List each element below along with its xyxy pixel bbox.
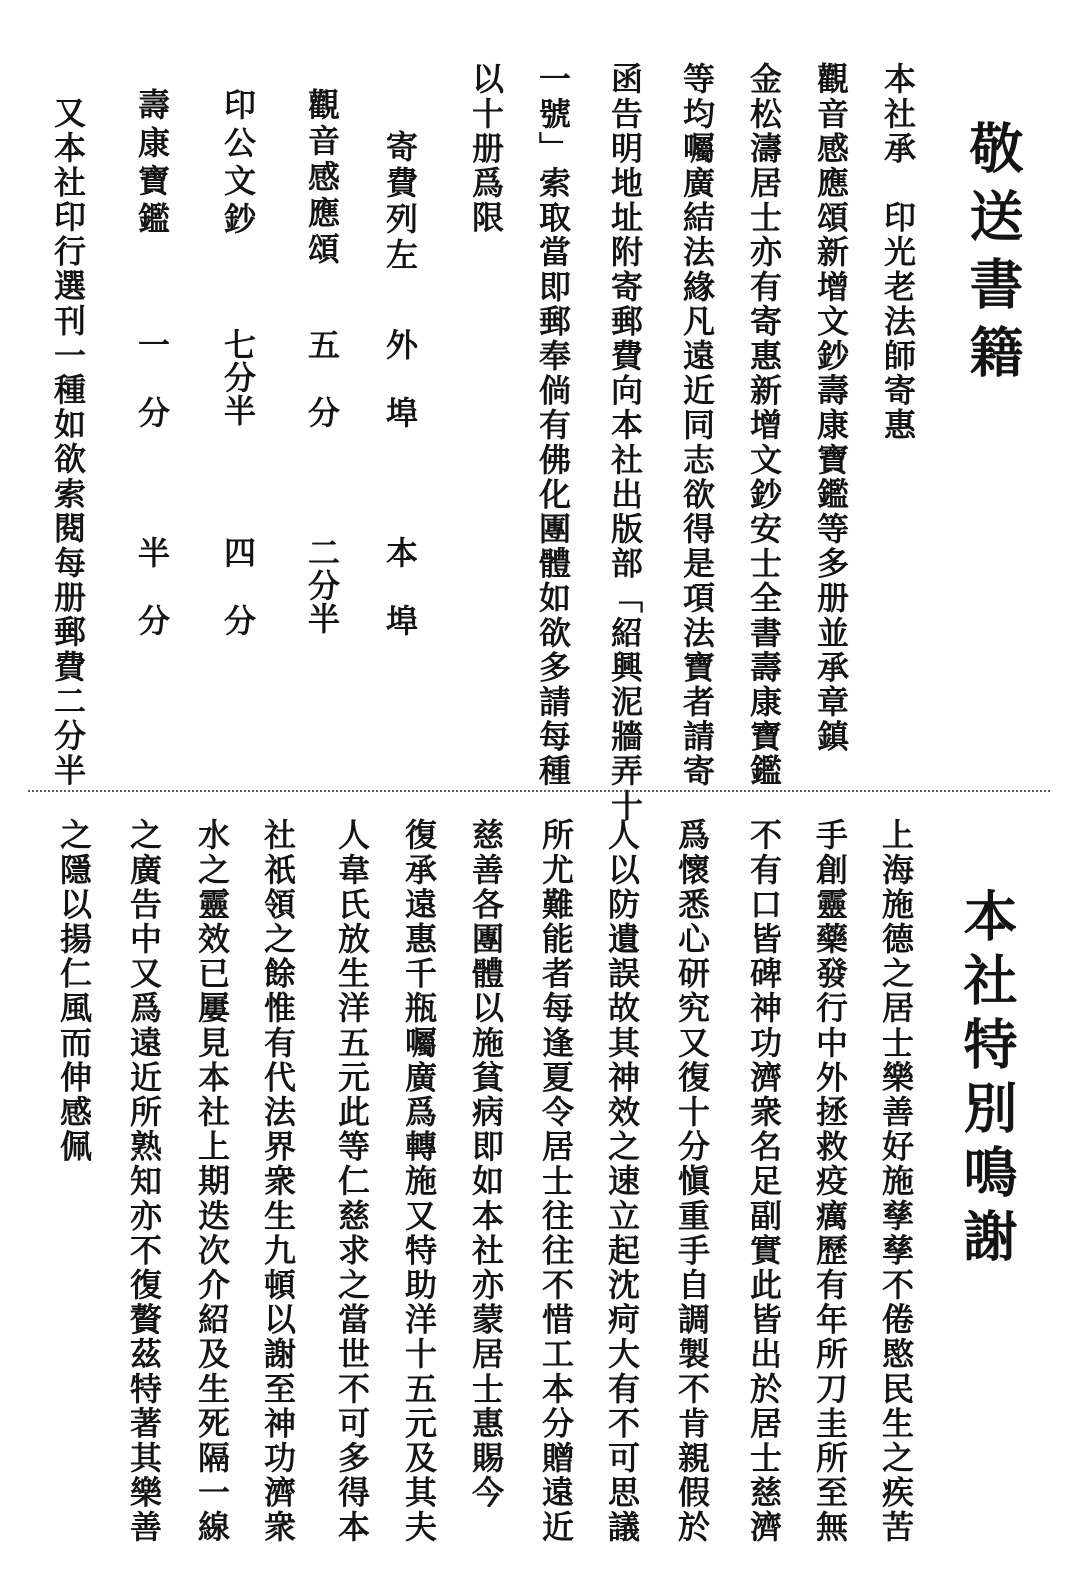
thanks-notice-line: 不有口皆碑神功濟衆名足副實此皆出於居士慈濟: [745, 818, 783, 1545]
thanks-notice-line: 水之靈效已屢見本社上期迭次介紹及生死隔一線: [193, 818, 231, 1545]
postage-row-local: 半 分: [133, 536, 171, 638]
thanks-notice-title: 本社特別鳴謝: [955, 888, 1019, 1272]
postage-row-name: 觀音感應頌: [303, 88, 341, 268]
postage-row-name: 印公文鈔: [219, 88, 257, 240]
postage-row-name: 壽康寶鑑: [133, 88, 171, 240]
thanks-notice-line: 人韋氏放生洋五元此等仁慈求之當世不可多得本: [333, 818, 371, 1545]
postage-table-label: 寄費列左: [381, 130, 419, 274]
postage-row-outside: 一 分: [133, 328, 171, 430]
section-divider: [28, 790, 1050, 792]
books-notice-line: 本社承 印光老法師寄惠: [879, 62, 917, 443]
thanks-notice-line: 上海施德之居士樂善好施孳孳不倦愍民生之疾苦: [877, 818, 915, 1545]
postage-table-header-outside: 外 埠: [381, 328, 419, 430]
thanks-notice-line: 之隱以揚仁風而伸感佩: [55, 818, 93, 1164]
postage-row-outside: 五 分: [303, 328, 341, 430]
thanks-notice-line: 爲懷悉心研究又復十分愼重手自調製不肯親假於: [673, 818, 711, 1545]
postage-row-outside: 七分半: [219, 328, 257, 427]
books-notice-line: 函告明地址附寄郵費向本社出版部「紹興泥牆弄十: [606, 62, 644, 824]
books-notice-line: 一號」索取當即郵奉倘有佛化團體如欲多請每種: [534, 62, 572, 789]
books-notice-line: 以十册爲限: [467, 62, 505, 235]
books-notice-title: 敬送書籍: [961, 120, 1025, 392]
thanks-notice-line: 所尤難能者每逢夏令居士往往不惜工本分贈遠近: [537, 818, 575, 1545]
thanks-notice-line: 復承遠惠千瓶囑廣爲轉施又特助洋十五元及其夫: [400, 818, 438, 1545]
thanks-notice-line: 社祇領之餘惟有代法界衆生九頓以謝至神功濟衆: [259, 818, 297, 1545]
postage-row-local: 四 分: [219, 536, 257, 638]
books-notice-line: 觀音感應頌新增文鈔壽康寶鑑等多册並承章鎮: [812, 62, 850, 754]
books-notice-line: 等均囑廣結法緣凡遠近同志欲得是項法寶者請寄: [678, 62, 716, 789]
books-notice-footnote: 又本社印行選刊一種如欲索閱每册郵費二分半: [49, 96, 87, 788]
postage-table-header-local: 本 埠: [381, 536, 419, 638]
thanks-notice-line: 慈善各團體以施貧病即如本社亦蒙居士惠賜今: [467, 818, 505, 1510]
thanks-notice-line: 之廣告中又爲遠近所熟知亦不復贅茲特著其樂善: [125, 818, 163, 1545]
postage-row-local: 二分半: [303, 536, 341, 635]
books-notice-line: 金松濤居士亦有寄惠新增文鈔安士全書壽康寶鑑: [745, 62, 783, 789]
thanks-notice-line: 人以防遺誤故其神效之速立起沈疴大有不可思議: [603, 818, 641, 1545]
thanks-notice-line: 手創靈藥發行中外拯救疫癘歷有年所刀圭所至無: [811, 818, 849, 1545]
